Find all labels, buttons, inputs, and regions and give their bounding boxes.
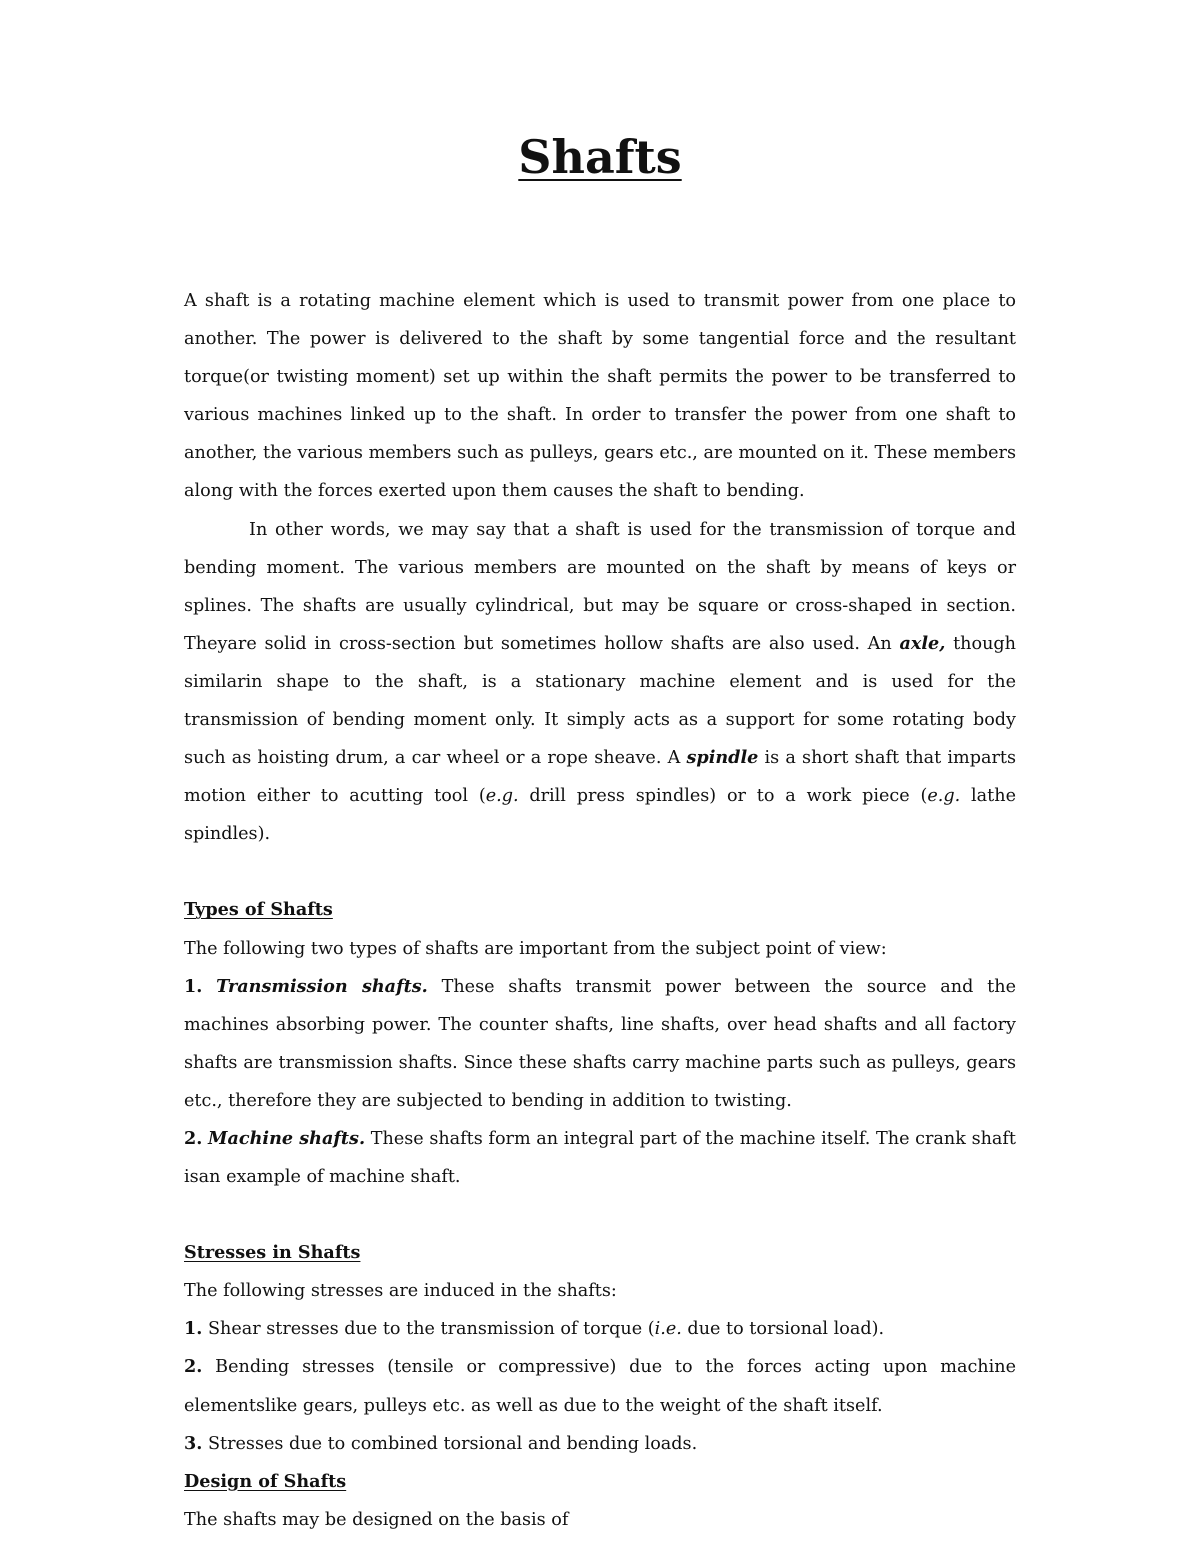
types-item-1 [184, 968, 1016, 1120]
intro-p2-text-c: is a short shaft that imparts motion either to acutting tool ( [184, 748, 1016, 807]
types-item-2 [184, 1120, 1016, 1196]
item-number: 2. [184, 1356, 203, 1378]
intro-p2-text-b: though similarin shape to the shaft, is a stationary machine element and is used for the transmission of bending moment only. It simply acts as a support for some rotating body such as hoisting drum, a car wheel or a rope sheave. A [184, 633, 1016, 769]
intro-paragraph-2 [184, 511, 1016, 854]
term-axle: axle, [899, 632, 946, 654]
stresses-item-3 [184, 1425, 1016, 1463]
stresses-item-2-text: Bending stresses (tensile or compressive) due to the forces acting upon machine elementslike gears, pulleys etc. as well as due to the weight of the shaft itself. [184, 1357, 1016, 1416]
item-number: 1. [184, 975, 203, 997]
stresses-item-1 [184, 1310, 1016, 1348]
intro-p2-text-e: lathe spindles). [184, 786, 1016, 845]
design-lead: The shafts may be designed on the basis of [184, 1509, 569, 1530]
section-heading-stresses: Stresses in Shafts [184, 1242, 361, 1264]
intro-p2-text-a: In other words, we may say that a shaft is used for the transmission of torque and bending moment. The various members are mounted on the shaft by means of keys or splines. The shafts are usually cylindrical, but may be square or cross-shaped in section. Theyare solid in cross-section but sometimes hollow shafts are also used. An [184, 519, 1016, 654]
term-spindle: spindle [686, 747, 759, 769]
spacer [184, 1196, 1016, 1234]
item-number: 1. [184, 1318, 203, 1340]
item-number: 2. [184, 1127, 203, 1149]
item-number: 3. [184, 1432, 203, 1454]
types-item-1-text: These shafts transmit power between the source and the machines absorbing power. The counter shafts, line shafts, over head shafts and all factory shafts are transmission shafts. Since these shafts carry machine parts such as pulleys, gears etc., therefore they are subjected to bending in addition to twisting. [184, 976, 1016, 1111]
document-body [184, 282, 1016, 1539]
stresses-item-3-text: Stresses due to combined torsional and bending loads. [202, 1433, 698, 1454]
stresses-item-1-text-b: due to torsional load). [681, 1319, 885, 1340]
abbr-ie: i.e. [654, 1319, 682, 1340]
abbr-eg-2: e.g. [927, 786, 961, 807]
stresses-item-1-text-a: Shear stresses due to the transmission of torque ( [202, 1319, 655, 1340]
term-machine-shafts: Machine shafts. [208, 1127, 366, 1149]
stresses-item-2 [184, 1348, 1016, 1424]
section-heading-types: Types of Shafts [184, 899, 333, 921]
intro-p2-text-d: drill press spindles) or to a work piece ( [518, 786, 928, 807]
section-heading-design: Design of Shafts [184, 1470, 347, 1492]
intro-paragraph-1: A shaft is a rotating machine element which is used to transmit power from one place to another. The power is delivered to the shaft by some tangential force and the resultant torque(or twisting moment) set up within the shaft permits the power to be transferred to various machines linked up to the shaft. In order to transfer the power from one shaft to another, the various members such as pulleys, gears etc., are mounted on it. These members along with the forces exerted upon them causes the shaft to bending. [184, 291, 1016, 502]
types-item-2-text: These shafts form an integral part of the machine itself. The crank shaft isan example of machine shaft. [184, 1128, 1016, 1188]
abbr-eg-1: e.g. [485, 786, 519, 807]
page-title: Shafts [518, 130, 682, 184]
stresses-lead: The following stresses are induced in the shafts: [184, 1281, 617, 1302]
types-lead: The following two types of shafts are important from the subject point of view: [184, 938, 887, 959]
spacer [184, 853, 1016, 891]
term-transmission-shafts: Transmission shafts. [216, 975, 428, 997]
